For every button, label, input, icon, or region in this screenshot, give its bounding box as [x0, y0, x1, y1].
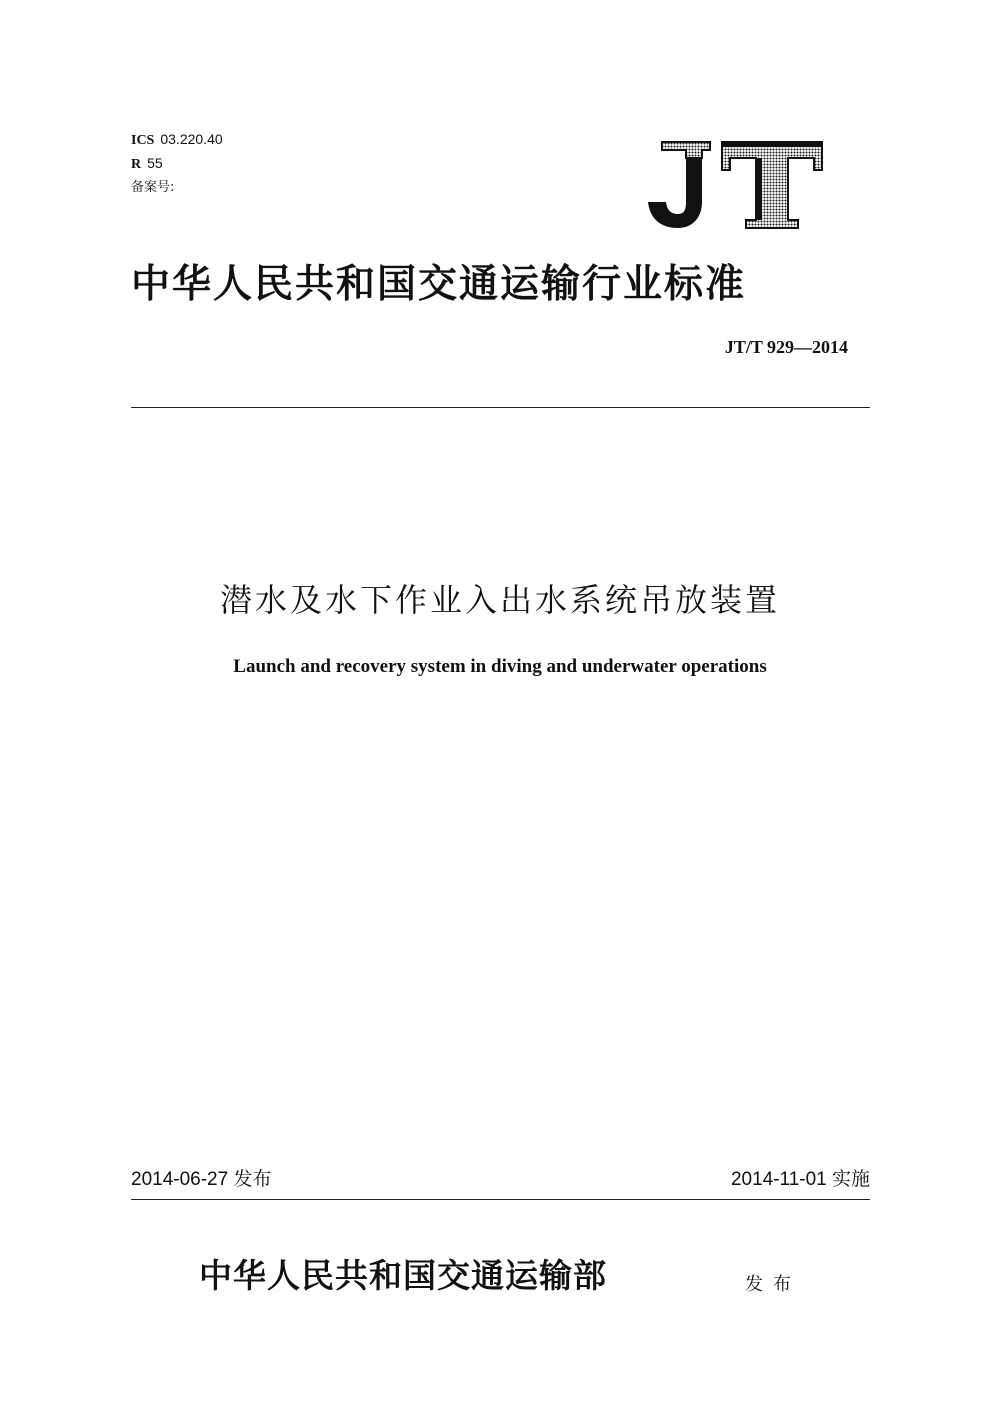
issue-date: 2014-06-27 发布: [131, 1169, 272, 1190]
standard-code: JT/T 929—2014: [724, 337, 848, 357]
document-title-chinese: 潜水及水下作业入出水系统吊放装置: [219, 581, 780, 619]
r-value: 55: [147, 155, 163, 171]
document-title-english: Launch and recovery system in diving and underwater operations: [233, 656, 767, 677]
standard-category-title: 中华人民共和国交通运输行业标准: [131, 261, 747, 307]
publisher-name: 中华人民共和国交通运输部: [199, 1256, 607, 1295]
ics-line: [131, 130, 223, 150]
effective-date: 2014-11-01 实施: [730, 1169, 870, 1190]
r-label: R: [131, 157, 142, 172]
logo-letter-t: [722, 142, 822, 228]
jt-logo: [640, 136, 830, 232]
logo-letter-j: [648, 142, 710, 228]
filing-line: [131, 178, 174, 197]
publish-label: 发布: [745, 1274, 801, 1295]
ics-label: ICS: [131, 133, 155, 148]
top-divider: [131, 407, 870, 408]
bottom-divider: [131, 1199, 870, 1200]
filing-label: 备案号:: [131, 180, 175, 195]
ics-value: 03.220.40: [160, 131, 223, 147]
r-line: [131, 154, 163, 174]
